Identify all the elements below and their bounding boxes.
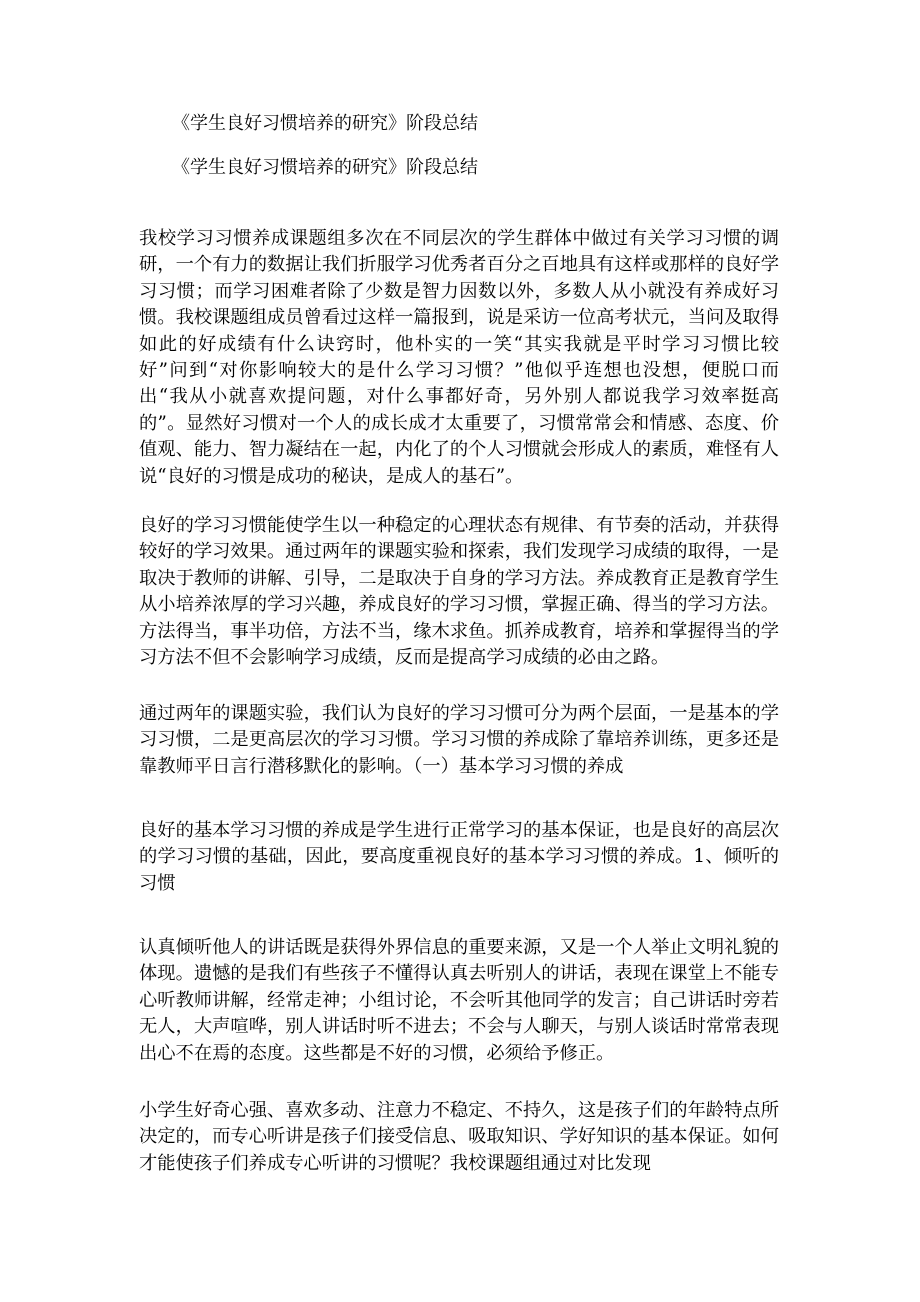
paragraph-listening: 认真倾听他人的讲话既是获得外界信息的重要来源，又是一个人举止文明礼貌的体现。遗憾的是我们有些孩子不懂得认真去听别人的讲话，表现在课堂上不能专心听教师讲解，经常走神；小组讨论，不会听其他同学的发言；自己讲话时旁若无人，大声喧哗，别人讲话时听不进去；不会与人聊天，与别人谈话时常常表现出心不在焉的态度。这些都是不好的习惯，必须给予修正。 (139, 937, 779, 1064)
paragraph-attention: 小学生好奇心强、喜欢多动、注意力不稳定、不持久，这是孩子们的年龄特点所决定的，而专心听讲是孩子们接受信息、吸取知识、学好知识的基本保证。如何才能使孩子们养成专心听讲的习惯呢？我校课题组通过对比发现 (139, 1100, 779, 1174)
document-subtitle: 《学生良好习惯培养的研究》阶段总结 (172, 157, 478, 178)
paragraph-two-levels: 通过两年的课题实验，我们认为良好的学习习惯可分为两个层面，一是基本的学习习惯，二是更高层次的学习习惯。学习习惯的养成除了靠培养训练，更多还是靠教师平日言行潜移默化的影响。（一）基本学习习惯的养成 (139, 703, 779, 777)
document-title: 《学生良好习惯培养的研究》阶段总结 (172, 113, 478, 134)
paragraph-intro: 我校学习习惯养成课题组多次在不同层次的学生群体中做过有关学习习惯的调研，一个有力的数据让我们折服学习优秀者百分之百地具有这样或那样的良好学习习惯；而学习困难者除了少数是智力因数以外，多数人从小就没有养成好习惯。我校课题组成员曾看过这样一篇报到，说是采访一位高考状元，当问及取得如此的好成绩有什么诀窍时，他朴实的一笑“其实我就是平时学习习惯比较好”问到“对你影响较大的是什么学习习惯？”他似乎连想也没想，便脱口而出“我从小就喜欢提问题，对什么事都好奇，另外别人都说我学习效率挺高的”。显然好习惯对一个人的成长成才太重要了，习惯常常会和情感、态度、价值观、能力、智力凝结在一起，内化了的个人习惯就会形成人的素质，难怪有人说“良好的习惯是成功的秘诀，是成人的基石”。 (139, 228, 779, 487)
paragraph-learning-habits: 良好的学习习惯能使学生以一种稳定的心理状态有规律、有节奏的活动，并获得较好的学习效果。通过两年的课题实验和探索，我们发现学习成绩的取得，一是取决于教师的讲解、引导，二是取决于自身的学习方法。养成教育正是教育学生从小培养浓厚的学习兴趣，养成良好的学习习惯，掌握正确、得当的学习方法。方法得当，事半功倍，方法不当，缘木求鱼。抓养成教育，培养和掌握得当的学习方法不但不会影响学习成绩，反而是提高学习成绩的必由之路。 (139, 515, 779, 669)
paragraph-basic-habits: 良好的基本学习习惯的养成是学生进行正常学习的基本保证，也是良好的高层次的学习习惯的基础，因此，要高度重视良好的基本学习习惯的养成。1、倾听的习惯 (139, 820, 779, 894)
